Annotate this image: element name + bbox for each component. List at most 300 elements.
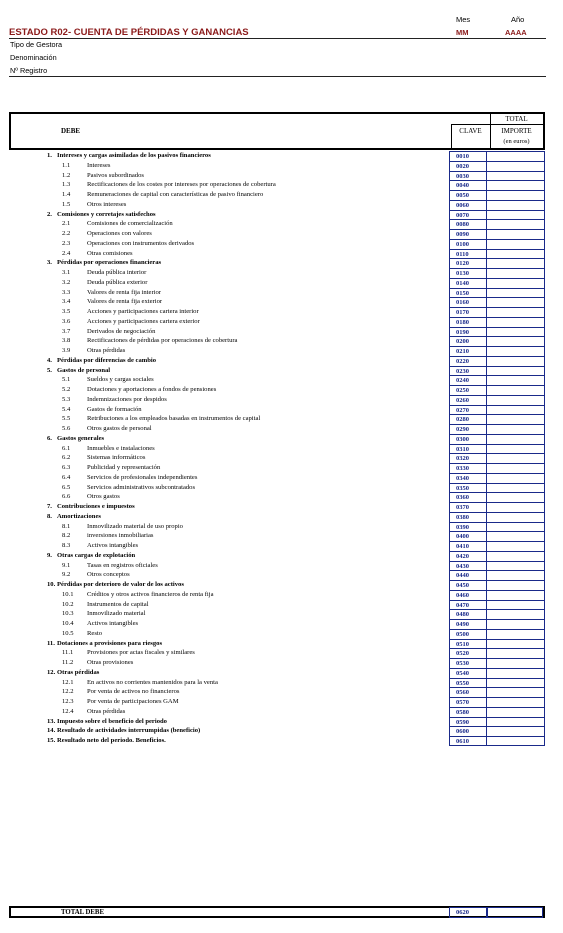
row-code: 0430: [449, 561, 487, 571]
row-label: Comisiones de comercialización: [87, 220, 173, 228]
row-number: 10.3: [62, 610, 74, 618]
row-number: 5.3: [62, 395, 71, 403]
table-row: [0, 570, 563, 580]
row-amount-field[interactable]: [487, 229, 545, 239]
row-amount-field[interactable]: [487, 297, 545, 307]
table-row: [0, 639, 563, 649]
row-amount-field[interactable]: [487, 317, 545, 327]
row-number: 12.3: [62, 698, 74, 705]
row-code: 0370: [449, 502, 487, 512]
row-code: 0280: [449, 414, 487, 424]
row-label: Pérdidas por deterioro de valor de los activos: [57, 581, 184, 588]
row-number: 3.7: [62, 327, 71, 335]
row-number: 3.9: [62, 347, 71, 354]
row-amount-field[interactable]: [487, 707, 545, 717]
row-code: 0300: [449, 434, 487, 444]
row-code: 0580: [449, 707, 487, 717]
row-amount-field[interactable]: [487, 366, 545, 376]
row-label: Sistemas informáticos: [87, 454, 146, 462]
row-amount-field[interactable]: [487, 492, 545, 502]
row-amount-field[interactable]: [487, 502, 545, 512]
row-code: 0220: [449, 356, 487, 366]
table-row: [0, 600, 563, 610]
row-amount-field[interactable]: [487, 444, 545, 454]
row-amount-field[interactable]: [487, 541, 545, 551]
row-code: 0200: [449, 336, 487, 346]
table-row: [0, 590, 563, 600]
row-label: Comisiones y corretajes satisfechos: [57, 210, 156, 218]
table-row: [0, 522, 563, 532]
row-amount-field[interactable]: [487, 463, 545, 473]
row-number: 3.1: [62, 269, 71, 276]
row-code: 0490: [449, 619, 487, 629]
row-amount-field[interactable]: [487, 551, 545, 561]
total-heading: TOTAL: [505, 115, 528, 123]
row-label: Otras pérdidas: [57, 668, 100, 676]
table-row: [0, 717, 563, 727]
row-number: 6.3: [62, 464, 71, 471]
month-field[interactable]: MM: [456, 28, 469, 37]
row-code: 0600: [449, 726, 487, 736]
row-code: 0330: [449, 463, 487, 473]
table-row: [0, 385, 563, 395]
table-row: [0, 434, 563, 444]
table-row: [0, 366, 563, 376]
table-row: [0, 678, 563, 688]
row-label: Deuda pública interior: [87, 269, 147, 276]
table-row: [0, 297, 563, 307]
row-code: 0170: [449, 307, 487, 317]
table-row: [0, 161, 563, 171]
row-number: 15.: [47, 737, 56, 744]
header-divider: [9, 38, 546, 39]
row-number: 6.6: [62, 493, 71, 501]
row-number: 12.: [47, 668, 56, 676]
row-number: 5.4: [62, 405, 71, 413]
row-amount-field[interactable]: [487, 258, 545, 268]
row-code: 0050: [449, 190, 487, 200]
table-row: [0, 512, 563, 522]
row-label: Servicios administrativos subcontratados: [87, 483, 196, 491]
row-code: 0360: [449, 492, 487, 502]
row-number: 1.1: [62, 161, 71, 169]
table-row: [0, 551, 563, 561]
row-code: 0110: [449, 249, 487, 259]
row-number: 2.2: [62, 230, 71, 237]
table-row: [0, 502, 563, 512]
row-number: 8.1: [62, 522, 71, 530]
total-debe-label: TOTAL DEBE: [61, 909, 105, 916]
row-code: 0460: [449, 590, 487, 600]
table-row: [0, 473, 563, 483]
total-divider: [451, 124, 543, 125]
row-number: 1.5: [62, 200, 71, 208]
table-row: [0, 395, 563, 405]
table-row: [0, 405, 563, 415]
row-code: 0390: [449, 522, 487, 532]
table-row: [0, 648, 563, 658]
row-amount-field[interactable]: [487, 629, 545, 639]
row-number: 9.: [47, 551, 52, 559]
table-row: [0, 190, 563, 200]
row-number: 1.: [47, 152, 52, 159]
row-label: Dotaciones y aportaciones a fondos de pensiones: [87, 386, 217, 393]
row-number: 1.4: [62, 191, 71, 198]
row-number: 10.5: [62, 629, 74, 637]
table-row: [0, 307, 563, 317]
row-amount-field[interactable]: [487, 687, 545, 697]
row-number: 11.1: [62, 649, 74, 657]
table-row: [0, 687, 563, 697]
row-code: 0040: [449, 180, 487, 190]
row-amount-field[interactable]: [487, 239, 545, 249]
row-code: 0090: [449, 229, 487, 239]
row-amount-field[interactable]: [487, 161, 545, 171]
table-row: [0, 268, 563, 278]
row-label: Servicios de profesionales independientes: [87, 473, 198, 481]
row-number: 5.6: [62, 425, 71, 432]
row-code: 0120: [449, 258, 487, 268]
row-label: Tasas en registros oficiales: [87, 561, 158, 569]
page-title: ESTADO R02- CUENTA DE PÉRDIDAS Y GANANCIAS: [9, 27, 249, 38]
row-label: Valores de renta fija exterior: [87, 298, 163, 306]
total-debe-amount-field[interactable]: [487, 907, 543, 918]
row-number: 5.1: [62, 376, 71, 384]
row-code: 0350: [449, 483, 487, 493]
row-amount-field[interactable]: [487, 356, 545, 366]
row-code: 0010: [449, 151, 487, 161]
row-label: Gastos generales: [57, 434, 105, 442]
id-divider: [9, 76, 546, 77]
row-label: Acciones y participaciones cartera interior: [87, 308, 199, 315]
row-number: 6.5: [62, 483, 71, 491]
row-label: Inmovilizado material de uso propio: [87, 522, 183, 530]
row-amount-field[interactable]: [487, 151, 545, 161]
denomination-label: Denominación: [10, 53, 57, 62]
row-code: 0540: [449, 668, 487, 678]
row-label: Provisiones por actas fiscales y similares: [87, 649, 195, 657]
table-row: [0, 200, 563, 210]
row-number: 4.: [47, 356, 52, 364]
row-label: Por venta de activos no financieros: [87, 688, 180, 696]
row-code: 0590: [449, 717, 487, 727]
row-code: 0530: [449, 658, 487, 668]
row-label: Otros gastos de personal: [87, 425, 152, 432]
row-amount-field[interactable]: [487, 200, 545, 210]
row-label: En activos no corrientes mantenidos para la venta: [87, 678, 218, 686]
table-row: [0, 453, 563, 463]
row-amount-field[interactable]: [487, 171, 545, 181]
row-code: 0480: [449, 609, 487, 619]
row-label: Otros gastos: [87, 493, 120, 501]
row-amount-field[interactable]: [487, 307, 545, 317]
row-amount-field[interactable]: [487, 531, 545, 541]
table-row: [0, 336, 563, 346]
row-number: 2.1: [62, 220, 71, 228]
row-amount-field[interactable]: [487, 678, 545, 688]
total-debe-row: [9, 906, 545, 918]
row-code: 0190: [449, 327, 487, 337]
row-label: Otras cargas de explotación: [57, 551, 136, 559]
row-label: Remuneraciones de capital con características de pasivo financiero: [87, 191, 264, 198]
row-amount-field[interactable]: [487, 648, 545, 658]
table-row: [0, 629, 563, 639]
row-number: 2.: [47, 210, 52, 218]
table-row: [0, 609, 563, 619]
table-row: [0, 278, 563, 288]
row-code: 0410: [449, 541, 487, 551]
row-label: Pérdidas por operaciones financieras: [57, 259, 162, 267]
row-number: 10.: [47, 581, 56, 588]
row-label: Valores de renta fija interior: [87, 288, 161, 296]
row-amount-field[interactable]: [487, 561, 545, 571]
row-label: Sueldos y cargas sociales: [87, 376, 154, 384]
row-amount-field[interactable]: [487, 278, 545, 288]
row-amount-field[interactable]: [487, 249, 545, 259]
row-label: Por venta de participaciones GAM: [87, 698, 179, 705]
row-label: inversiones inmobiliarias: [87, 532, 154, 540]
row-code: 0560: [449, 687, 487, 697]
row-label: Dotaciones a provisiones para riesgos: [57, 639, 163, 647]
year-field[interactable]: AAAA: [505, 28, 527, 37]
row-amount-field[interactable]: [487, 512, 545, 522]
row-amount-field[interactable]: [487, 346, 545, 356]
table-row: [0, 258, 563, 268]
table-row: [0, 414, 563, 424]
row-number: 13.: [47, 717, 56, 725]
row-label: Retribuciones a los empleados basadas en instrumentos de capital: [87, 415, 261, 423]
row-label: Operaciones con instrumentos derivados: [87, 239, 195, 247]
row-amount-field[interactable]: [487, 405, 545, 415]
clave-heading: CLAVE: [459, 127, 482, 135]
row-amount-field[interactable]: [487, 590, 545, 600]
row-code: 0060: [449, 200, 487, 210]
year-label: Año: [511, 15, 525, 24]
row-number: 10.1: [62, 590, 74, 598]
importe-unit: (en euros): [503, 138, 530, 145]
row-amount-field[interactable]: [487, 385, 545, 395]
row-label: Operaciones con valores: [87, 230, 152, 237]
row-label: Pérdidas por diferencias de cambio: [57, 356, 157, 364]
row-code: 0570: [449, 697, 487, 707]
row-code: 0230: [449, 366, 487, 376]
row-code: 0130: [449, 268, 487, 278]
table-row: [0, 180, 563, 190]
row-number: 3.6: [62, 317, 71, 325]
row-label: Instrumentos de capital: [87, 600, 149, 608]
row-label: Amortizaciones: [57, 512, 101, 520]
row-code: 0030: [449, 171, 487, 181]
row-label: Resultado de actividades interrumpidas (beneficio): [57, 727, 201, 735]
table-row: [0, 171, 563, 181]
table-row: [0, 424, 563, 434]
table-row: [0, 658, 563, 668]
row-code: 0470: [449, 600, 487, 610]
row-label: Contribuciones e impuestos: [57, 503, 135, 510]
row-code: 0080: [449, 219, 487, 229]
row-label: Otras pérdidas: [87, 707, 126, 715]
row-number: 3.: [47, 259, 52, 267]
table-row: [0, 327, 563, 337]
table-row: [0, 619, 563, 629]
row-code: 0440: [449, 570, 487, 580]
row-code: 0070: [449, 210, 487, 220]
row-amount-field[interactable]: [487, 375, 545, 385]
row-label: Publicidad y representación: [87, 464, 161, 471]
table-row: [0, 697, 563, 707]
row-label: Gastos de personal: [57, 366, 111, 374]
row-label: Rectificaciones de los costes por intereses por operaciones de cobertura: [87, 181, 276, 189]
table-row: [0, 219, 563, 229]
month-label: Mes: [456, 15, 471, 24]
row-number: 2.3: [62, 239, 71, 247]
row-code: 0260: [449, 395, 487, 405]
table-row: [0, 580, 563, 590]
table-row: [0, 317, 563, 327]
row-number: 5.5: [62, 415, 71, 423]
row-number: 1.3: [62, 181, 71, 189]
row-number: 3.2: [62, 278, 71, 286]
row-number: 12.2: [62, 688, 74, 696]
row-code: 0450: [449, 580, 487, 590]
row-label: Intereses y cargas asimiladas de los pasivos financieros: [57, 152, 211, 159]
row-number: 9.2: [62, 571, 71, 579]
row-label: Resultado neto del periodo. Beneficios.: [57, 737, 166, 744]
row-label: Rectificaciones de pérdidas por operaciones de cobertura: [87, 337, 238, 345]
table-row: [0, 239, 563, 249]
row-amount-field[interactable]: [487, 736, 545, 746]
total-debe-code: 0620: [449, 907, 487, 918]
row-label: Deuda pública exterior: [87, 278, 148, 286]
row-code: 0150: [449, 288, 487, 298]
row-amount-field[interactable]: [487, 483, 545, 493]
table-row: [0, 541, 563, 551]
row-amount-field[interactable]: [487, 190, 545, 200]
row-amount-field[interactable]: [487, 600, 545, 610]
table-row: [0, 726, 563, 736]
row-number: 3.5: [62, 308, 71, 315]
row-amount-field[interactable]: [487, 434, 545, 444]
row-number: 8.2: [62, 532, 71, 540]
row-label: Impuesto sobre el beneficio del periodo: [57, 717, 167, 725]
row-amount-field[interactable]: [487, 522, 545, 532]
row-label: Activos intangibles: [87, 620, 139, 627]
row-label: Otras pérdidas: [87, 347, 126, 354]
row-code: 0420: [449, 551, 487, 561]
row-number: 3.8: [62, 337, 71, 345]
table-row: [0, 736, 563, 746]
row-code: 0520: [449, 648, 487, 658]
row-amount-field[interactable]: [487, 395, 545, 405]
table-row: [0, 210, 563, 220]
row-number: 1.2: [62, 171, 71, 179]
table-row: [0, 463, 563, 473]
row-code: 0340: [449, 473, 487, 483]
row-code: 0250: [449, 385, 487, 395]
row-number: 6.: [47, 434, 52, 442]
manager-type-label: Tipo de Gestora: [10, 40, 63, 49]
row-number: 14.: [47, 727, 56, 735]
row-amount-field[interactable]: [487, 453, 545, 463]
row-number: 8.: [47, 512, 52, 520]
row-label: Activos intangibles: [87, 542, 139, 549]
row-amount-field[interactable]: [487, 219, 545, 229]
row-label: Otros intereses: [87, 200, 127, 208]
row-amount-field[interactable]: [487, 414, 545, 424]
row-amount-field[interactable]: [487, 639, 545, 649]
table-row: [0, 288, 563, 298]
row-amount-field[interactable]: [487, 424, 545, 434]
row-label: Créditos y otros activos financieros de renta fija: [87, 590, 214, 598]
row-code: 0160: [449, 297, 487, 307]
row-number: 5.: [47, 366, 52, 374]
row-amount-field[interactable]: [487, 336, 545, 346]
row-number: 3.4: [62, 298, 71, 306]
row-number: 6.4: [62, 473, 71, 481]
row-code: 0380: [449, 512, 487, 522]
row-code: 0210: [449, 346, 487, 356]
table-row: [0, 668, 563, 678]
row-amount-field[interactable]: [487, 210, 545, 220]
row-number: 11.: [47, 639, 55, 647]
importe-heading: IMPORTE: [501, 127, 532, 135]
table-row: [0, 483, 563, 493]
table-row: [0, 356, 563, 366]
row-number: 12.4: [62, 707, 74, 715]
row-amount-field[interactable]: [487, 726, 545, 736]
row-amount-field[interactable]: [487, 609, 545, 619]
table-header: [9, 112, 545, 150]
row-number: 6.2: [62, 454, 71, 462]
row-amount-field[interactable]: [487, 580, 545, 590]
row-code: 0180: [449, 317, 487, 327]
row-amount-field[interactable]: [487, 619, 545, 629]
row-number: 6.1: [62, 444, 71, 452]
row-label: Inmuebles e instalaciones: [87, 444, 155, 452]
row-amount-field[interactable]: [487, 473, 545, 483]
row-label: Derivados de negociación: [87, 327, 156, 335]
table-row: [0, 492, 563, 502]
row-amount-field[interactable]: [487, 180, 545, 190]
row-amount-field[interactable]: [487, 668, 545, 678]
debe-heading: DEBE: [61, 127, 81, 135]
table-row: [0, 375, 563, 385]
row-number: 12.1: [62, 678, 74, 686]
row-label: Inmovilizado material: [87, 610, 146, 618]
table-row: [0, 151, 563, 161]
row-label: Otros conceptos: [87, 571, 130, 579]
row-number: 3.3: [62, 288, 71, 296]
row-number: 5.2: [62, 386, 71, 393]
row-label: Acciones y participaciones cartera exterior: [87, 317, 200, 325]
table-row: [0, 707, 563, 717]
row-amount-field[interactable]: [487, 327, 545, 337]
row-amount-field[interactable]: [487, 658, 545, 668]
row-amount-field[interactable]: [487, 570, 545, 580]
row-label: Resto: [87, 629, 103, 637]
row-code: 0320: [449, 453, 487, 463]
table-row: [0, 346, 563, 356]
table-row: [0, 561, 563, 571]
row-number: 9.1: [62, 561, 71, 569]
row-code: 0610: [449, 736, 487, 746]
table-row: [0, 531, 563, 541]
row-amount-field[interactable]: [487, 288, 545, 298]
row-number: 8.3: [62, 542, 71, 549]
row-amount-field[interactable]: [487, 717, 545, 727]
row-amount-field[interactable]: [487, 697, 545, 707]
row-amount-field[interactable]: [487, 268, 545, 278]
